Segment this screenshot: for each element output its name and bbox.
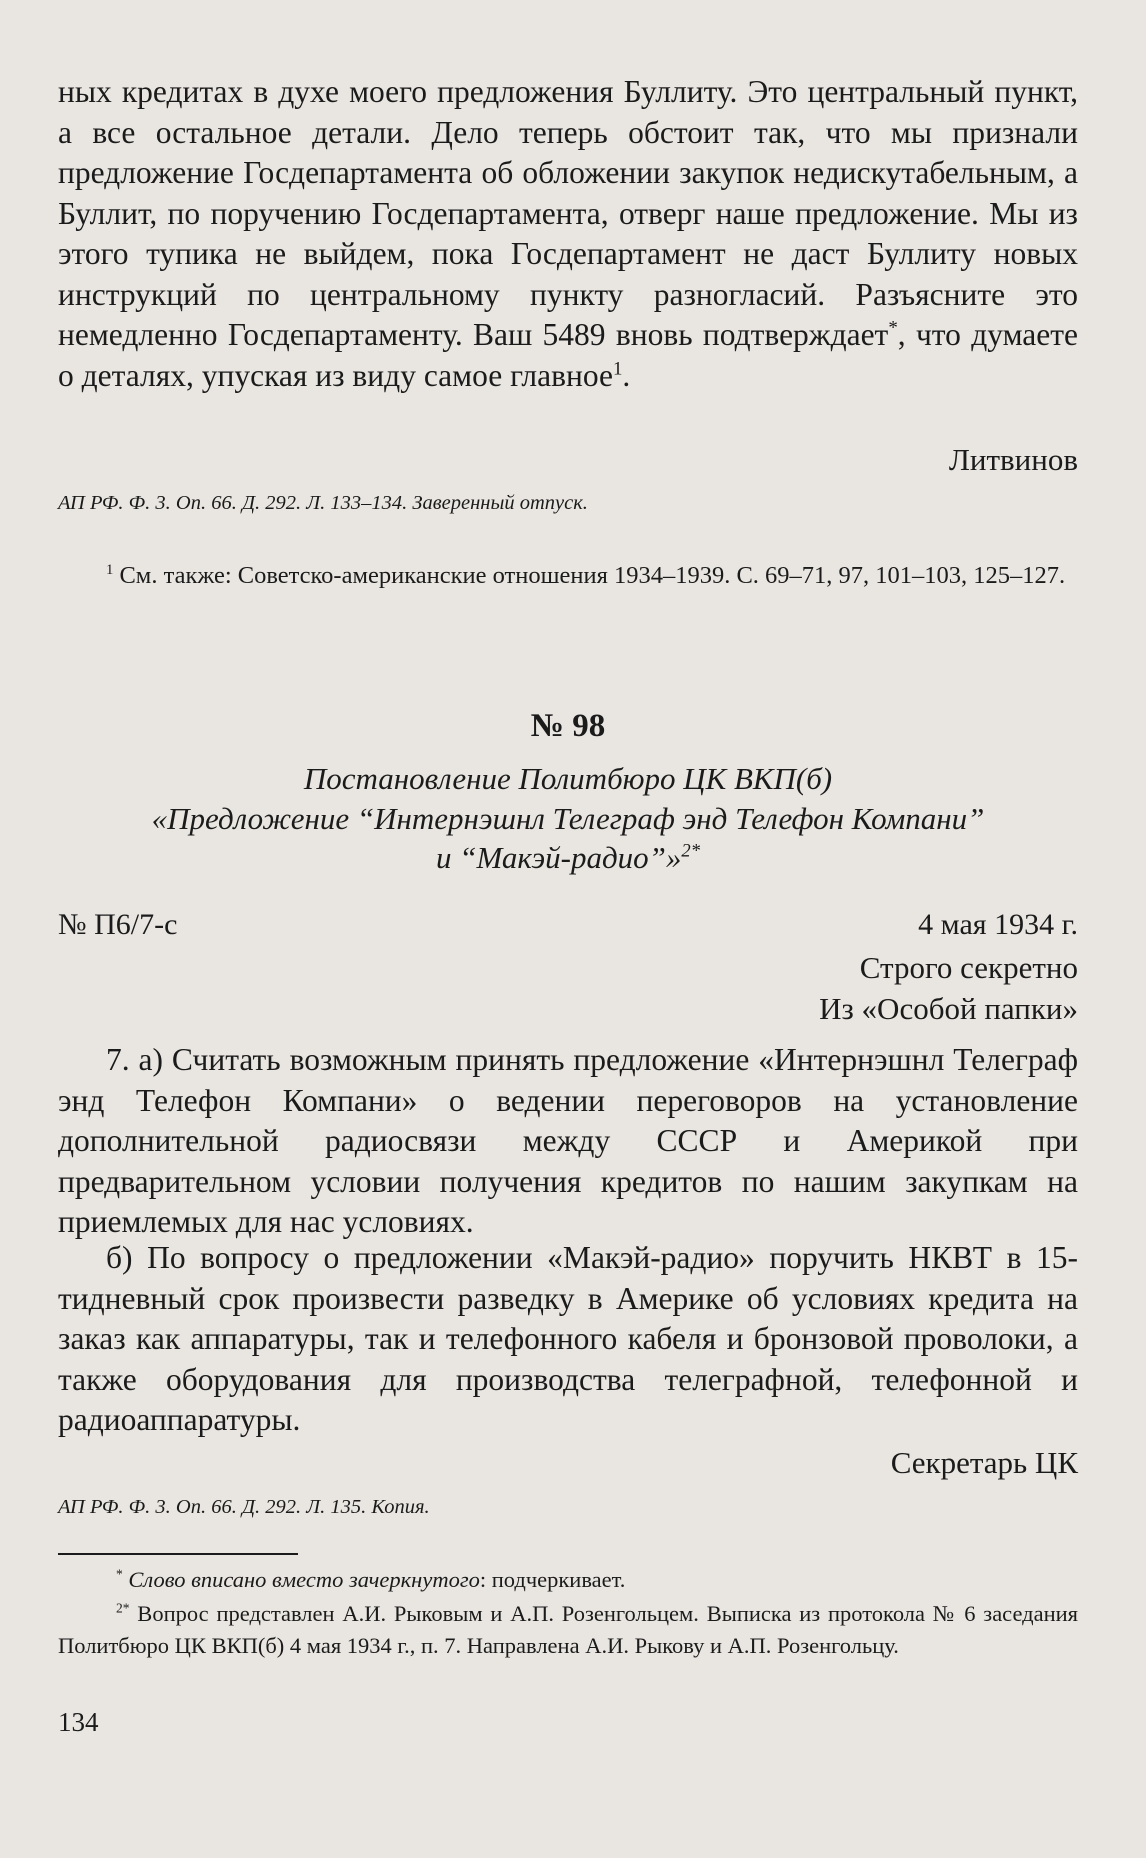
footnote-mark: 2* <box>116 1600 130 1616</box>
footnote-text: : подчеркивает. <box>479 1567 626 1592</box>
footnote-mark: * <box>116 1566 123 1582</box>
note-text: См. также: Советско-американские отношения 1934–1939. С. 69–71, 97, 101–103, 125–127. <box>113 562 1066 589</box>
title-text: и “Макэй-радио”» <box>436 840 682 875</box>
paragraph-text: ных кредитах в духе моего предложения Буллиту. Это центральный пункт, а все остальное детали. Дело теперь обстоит так, что мы признали предложение Госдепартамента об обложении закупок недискутабельным, а Буллит, по поручению Госдепартамента, отверг наше предложение. Мы из этого тупика не выйдем, пока Госдепартамент не даст Буллиту новых инструкций по центральному пункту разногласий. Разъясните это немедленно Госдепартаменту. Ваш 5489 вновь подтверждает <box>58 74 1078 352</box>
signature-secretary: Секретарь ЦК <box>890 1445 1078 1480</box>
document-title-line1: Постановление Политбюро ЦК ВКП(б) <box>303 761 833 796</box>
paragraph-text-end: , что думаете о деталях, упуская из виду самое главное <box>58 317 1079 393</box>
archive-source-2: АП РФ. Ф. 3. Оп. 66. Д. 292. Л. 135. Копия. <box>58 1496 430 1518</box>
item-b <box>58 1238 1078 1441</box>
footnote-text: Вопрос представлен А.И. Рыковым и А.П. Розенгольцем. Выписка из протокола № 6 заседания Политбюро ЦК ВКП(б) 4 мая 1934 г., п. 7. Направлена А.И. Рыкову и А.П. Розенгольцу. <box>58 1601 1078 1658</box>
secrecy-label: Строго секретно <box>859 950 1078 985</box>
ref-date-row <box>58 906 1078 944</box>
footnote-2 <box>58 1598 1078 1662</box>
footnote-1 <box>58 1564 1078 1596</box>
asterisk-mark: * <box>888 317 898 339</box>
footnote-ref: 1 <box>612 358 623 379</box>
note-1 <box>58 560 1078 592</box>
document-title-line3 <box>58 839 1078 877</box>
note-mark: 1 <box>106 561 114 578</box>
page-number: 134 <box>58 1707 99 1737</box>
document-number: № 98 <box>530 708 606 744</box>
footnote-ref: 2* <box>681 840 700 862</box>
document-date: 4 мая 1934 г. <box>918 908 1078 941</box>
period: . <box>622 357 631 393</box>
signature-litvinov: Литвинов <box>948 442 1078 477</box>
document-title-line2: «Предложение “Интернэшнл Телеграф энд Телефон Компани” <box>151 801 985 836</box>
letter-end-paragraph <box>58 72 1078 396</box>
footnote-italic: Слово вписано вместо зачеркнутого <box>122 1567 480 1592</box>
item-a-text: 7. а) Считать возможным принять предложение «Интернэшнл Телеграф энд Телефон Компани» о ведении переговоров на установление дополнительной радиосвязи между СССР и Америкой при предварительном условии получения кредитов по нашим закупкам на приемлемых для нас условиях. <box>58 1042 1078 1239</box>
item-a <box>58 1040 1078 1243</box>
item-b-text: б) По вопросу о предложении «Макэй-радио» поручить НКВТ в 15-тидневный срок произвести разведку в Америке об условиях кредита на заказ как аппаратуры, так и телефонного кабеля и бронзовой проволоки, а также оборудования для производства телеграфной, телефонной и радиоаппаратуры. <box>58 1240 1078 1437</box>
special-folder-label: Из «Особой папки» <box>819 991 1078 1026</box>
reference-number: № П6/7-с <box>58 908 178 941</box>
footnote-divider <box>58 1553 298 1555</box>
archive-source-1: АП РФ. Ф. 3. Оп. 66. Д. 292. Л. 133–134. Заверенный отпуск. <box>58 492 588 514</box>
